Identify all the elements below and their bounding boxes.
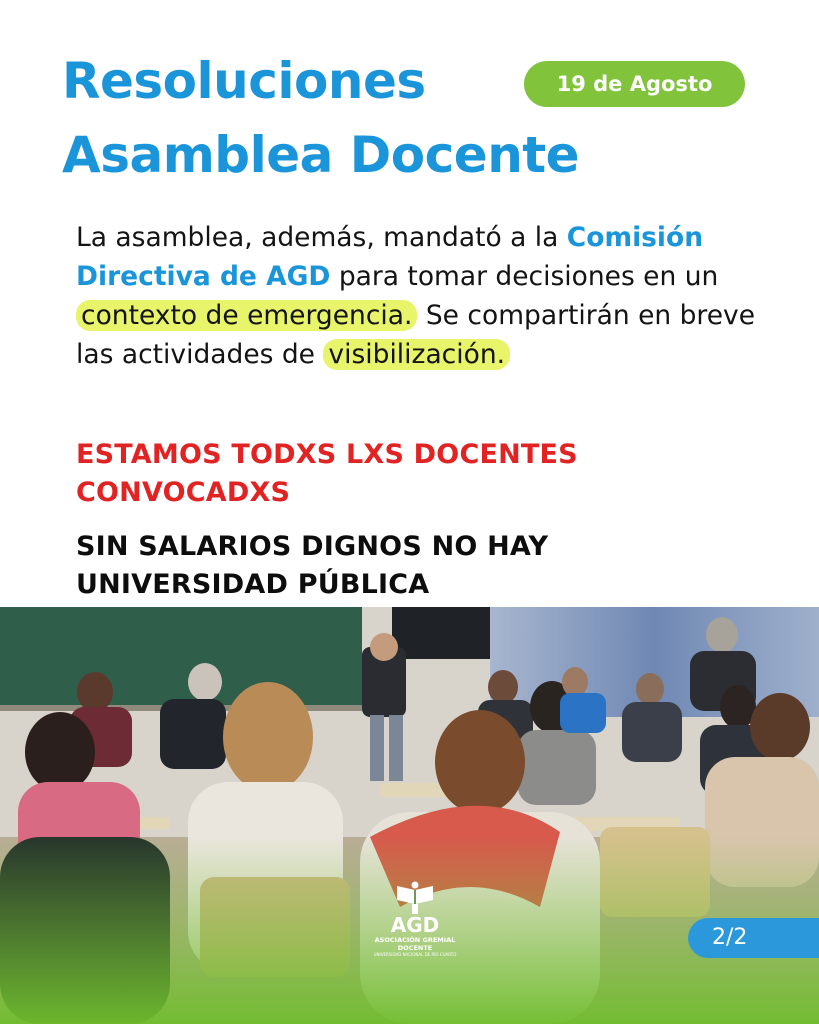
logo-acronym: AGD xyxy=(390,913,440,937)
body-text-part-1: La asamblea, además, mandató a la xyxy=(76,222,567,253)
highlight-comision-directiva: Comisión Directiva de AGD xyxy=(76,222,704,292)
logo-name: ASOCIACIÓN GREMIAL DOCENTE xyxy=(374,936,456,952)
body-text-part-2: para tomar decisiones en un xyxy=(330,261,719,292)
logo-university: UNIVERSIDAD NACIONAL DE RÍO CUARTO xyxy=(373,952,457,957)
title-line-2: Asamblea Docente xyxy=(62,126,580,184)
title-line-1: Resoluciones xyxy=(62,52,426,110)
callout-salarios xyxy=(76,528,548,604)
callout-convocadxs xyxy=(76,436,578,512)
highlight-contexto-emergencia: contexto de emergencia. xyxy=(76,300,417,331)
callout-convocadxs-line-2: CONVOCADXS xyxy=(76,477,291,508)
body-text-part-3: Se compartirán en breve las actividades de xyxy=(76,300,756,370)
page-indicator: 2/2 xyxy=(688,918,819,958)
callout-convocadxs-line-1: ESTAMOS TODXS LXS DOCENTES xyxy=(76,439,578,470)
agd-logo xyxy=(362,880,468,970)
book-figure-icon xyxy=(395,880,435,914)
callout-salarios-line-1: SIN SALARIOS DIGNOS NO HAY xyxy=(76,531,549,562)
highlight-visibilizacion: visibilización. xyxy=(323,339,510,370)
body-paragraph xyxy=(76,218,796,374)
callout-salarios-line-2: UNIVERSIDAD PÚBLICA xyxy=(76,569,430,600)
date-badge: 19 de Agosto xyxy=(524,61,745,107)
